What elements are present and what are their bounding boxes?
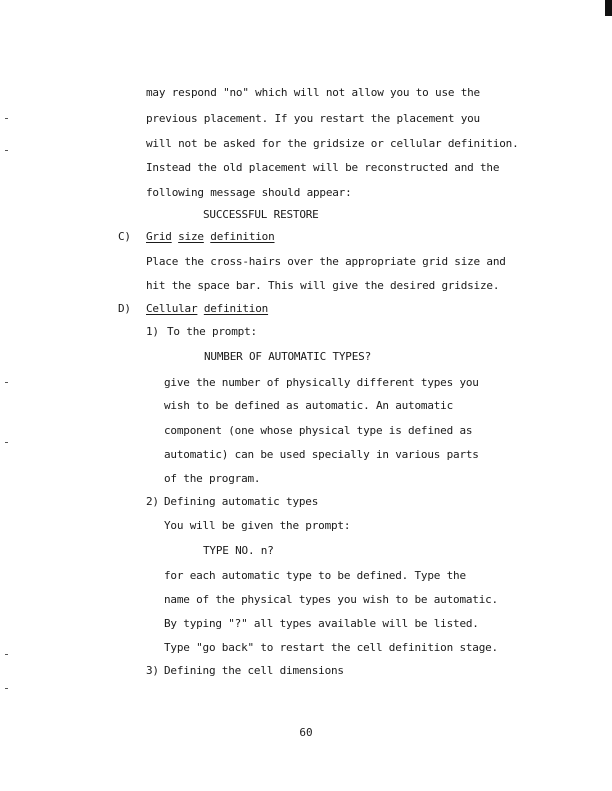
item-marker: 3) <box>146 664 159 677</box>
text-line: component (one whose physical type is defined as <box>164 424 473 437</box>
text-line: previous placement. If you restart the placement you <box>146 112 480 125</box>
margin-tick <box>5 150 8 151</box>
item-title: Defining the cell dimensions <box>164 664 344 677</box>
text-line: hit the space bar. This will give the desired gridsize. <box>146 279 500 292</box>
text-line: for each automatic type to be defined. Type the <box>164 569 466 582</box>
text-line: By typing "?" all types available will be listed. <box>164 617 479 630</box>
heading-word: definition <box>203 302 269 315</box>
section-marker: D) <box>118 302 131 315</box>
heading-word: definition <box>210 230 275 243</box>
margin-tick <box>5 442 8 443</box>
heading-word: size <box>178 230 204 243</box>
item-marker: 2) <box>146 495 159 508</box>
item-title: To the prompt: <box>167 325 257 338</box>
text-line: Type "go back" to restart the cell definition stage. <box>164 641 498 654</box>
text-line: may respond "no" which will not allow you to use the <box>146 86 480 99</box>
text-line: Place the cross-hairs over the appropriate grid size and <box>146 255 506 268</box>
margin-tick <box>5 688 8 689</box>
scan-corner-mark <box>605 0 612 16</box>
text-line: automatic) can be used specially in various parts <box>164 448 479 461</box>
text-line: Instead the old placement will be reconstructed and the <box>146 161 500 174</box>
text-line: You will be given the prompt: <box>164 519 351 532</box>
restore-message: SUCCESSFUL RESTORE <box>203 208 319 221</box>
page-number: 60 <box>299 726 313 739</box>
margin-tick <box>5 382 8 383</box>
margin-tick <box>5 654 8 655</box>
heading-word: Cellular <box>146 302 198 315</box>
section-heading <box>146 230 275 244</box>
section-heading <box>146 302 268 316</box>
prompt-text: NUMBER OF AUTOMATIC TYPES? <box>204 350 371 363</box>
text-line: name of the physical types you wish to be automatic. <box>164 593 498 606</box>
section-marker: C) <box>118 230 131 243</box>
margin-tick <box>5 118 8 119</box>
item-marker: 1) <box>146 325 159 338</box>
heading-word: Grid <box>146 230 172 243</box>
prompt-text: TYPE NO. n? <box>203 544 274 557</box>
text-line: wish to be defined as automatic. An automatic <box>164 399 454 412</box>
text-line: give the number of physically different types you <box>164 376 479 389</box>
text-line: following message should appear: <box>146 186 352 199</box>
item-title: Defining automatic types <box>164 495 319 508</box>
text-line: will not be asked for the gridsize or cellular definition. <box>146 137 519 150</box>
text-line: of the program. <box>164 472 261 485</box>
